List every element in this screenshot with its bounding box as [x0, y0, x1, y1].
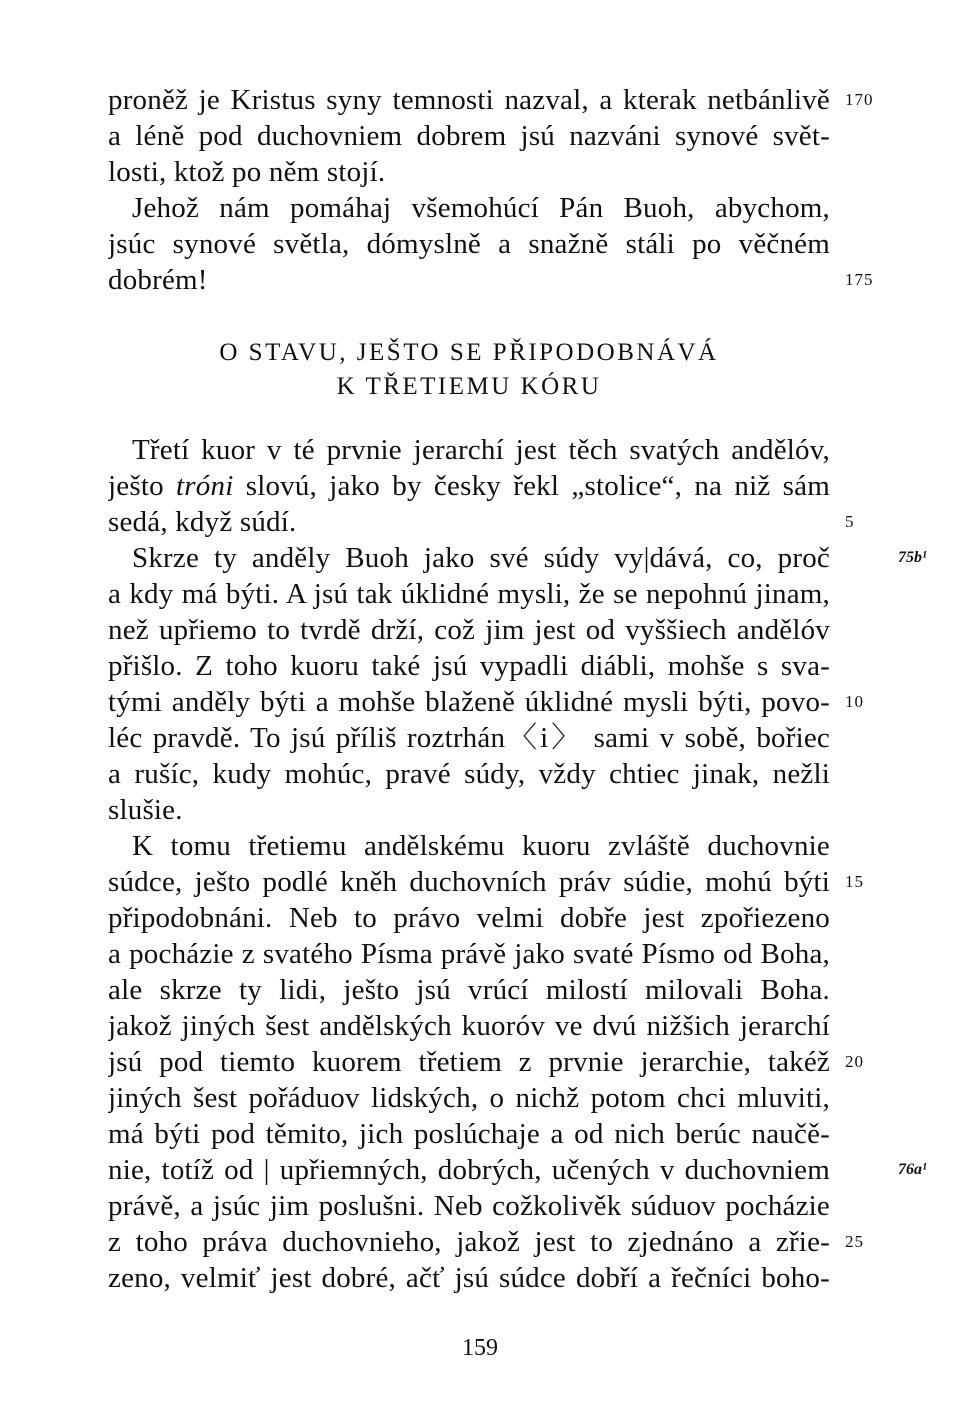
section-heading-line2: K TŘETIEMU KÓRU [336, 373, 602, 400]
manuscript-folio-ref: 75b¹ [898, 549, 927, 566]
line-number: 170 [845, 90, 874, 109]
text-fragment: ješto [108, 470, 177, 502]
text-line: jakož jiných šest andělských kuoróv ve dvú nižšich jerarchí [108, 1010, 830, 1042]
text-line: súdce, ješto podlé kněh duchovních práv súdie, mohú býti [108, 866, 830, 898]
text-line: než upřiemo to tvrdě drží, což jim jest od vyššiech andělóv [108, 614, 830, 646]
line-number: 15 [845, 872, 864, 891]
manuscript-folio-ref: 76a¹ [898, 1161, 927, 1178]
text-line: připodobnáni. Neb to právo velmi dobře jest zpořiezeno [108, 902, 830, 934]
line-number: 10 [845, 692, 864, 711]
text-line: a pocházie z svatého Písma právě jako svaté Písmo od Boha, [108, 938, 830, 970]
text-line: losti, ktož po něm stojí. [108, 156, 386, 188]
text-line: Jehož nám pomáhaj všemohúcí Pán Buoh, abychom, [132, 192, 830, 224]
text-line: a léně pod duchovniem dobrem jsú nazváni synové svět- [108, 120, 830, 152]
text-line: nie, totíž od | upřiemných, dobrých, učených v duchovniem [108, 1154, 830, 1186]
text-line: Skrze ty anděly Buoh jako své súdy vy|dává, co, proč [132, 542, 830, 574]
text-line: tými anděly býti a mohše blaženě úklidné mysli býti, povo- [108, 686, 830, 718]
text-line: přišlo. Z toho kuoru také jsú vypadli diábli, mohše s sva- [108, 650, 830, 682]
text-line: ale skrze ty lidi, ješto jsú vrúcí milostí milovali Boha. [108, 974, 830, 1006]
text-line: a kdy má býti. A jsú tak úklidné mysli, že se nepohnú jinam, [108, 578, 830, 610]
line-number: 5 [845, 512, 855, 531]
text-line: slušie. [108, 794, 183, 826]
text-line: má býti pod těmito, jich poslúchaje a od nich berúc naučě- [108, 1118, 830, 1150]
text-line [108, 468, 830, 504]
text-line: a rušíc, kudy mohúc, pravé súdy, vždy chtiec jinak, nežli [108, 758, 830, 790]
text-line: zeno, velmiť jest dobré, ačť jsú súdce dobří a řečníci boho- [108, 1262, 830, 1294]
italic-term: tróni [176, 470, 234, 502]
text-line: Třetí kuor v té prvnie jerarchí jest těch svatých andělóv, [132, 434, 830, 466]
text-line: K tomu třetiemu andělskému kuoru zvláště duchovnie [132, 830, 830, 862]
section-heading-line1: O STAVU, JEŠTO SE PŘIPODOBNÁVÁ [219, 339, 719, 366]
text-line: právě, a jsúc jim poslušni. Neb cožkolivěk súduov pocházie [108, 1190, 830, 1222]
text-line: jsú pod tiemto kuorem třetiem z prvnie jerarchie, takéž [108, 1046, 830, 1078]
line-number: 175 [845, 270, 874, 289]
page-number: 159 [462, 1335, 498, 1361]
line-number: 20 [845, 1052, 864, 1071]
text-line: jsúc synové světla, dómyslně a snažně stáli po věčném [108, 228, 830, 260]
text-line: z toho práva duchovnieho, jakož jest to zjednáno a zřie- [108, 1226, 830, 1258]
text-line: jiných šest pořáduov lidských, o nichž potom chci mluviti, [108, 1082, 830, 1114]
text-line: sedá, když súdí. [108, 506, 297, 538]
text-fragment: slovú, jako by česky řekl „stolice“, na niž sám [245, 470, 830, 502]
text-line: proněž je Kristus syny temnosti nazval, a kterak netbánlivě [108, 84, 830, 116]
line-number: 25 [845, 1232, 864, 1251]
text-line: dobrém! [108, 264, 208, 296]
text-line: léc pravdě. To jsú příliš roztrhán〈i〉 sami v sobě, bořiec [108, 722, 830, 754]
